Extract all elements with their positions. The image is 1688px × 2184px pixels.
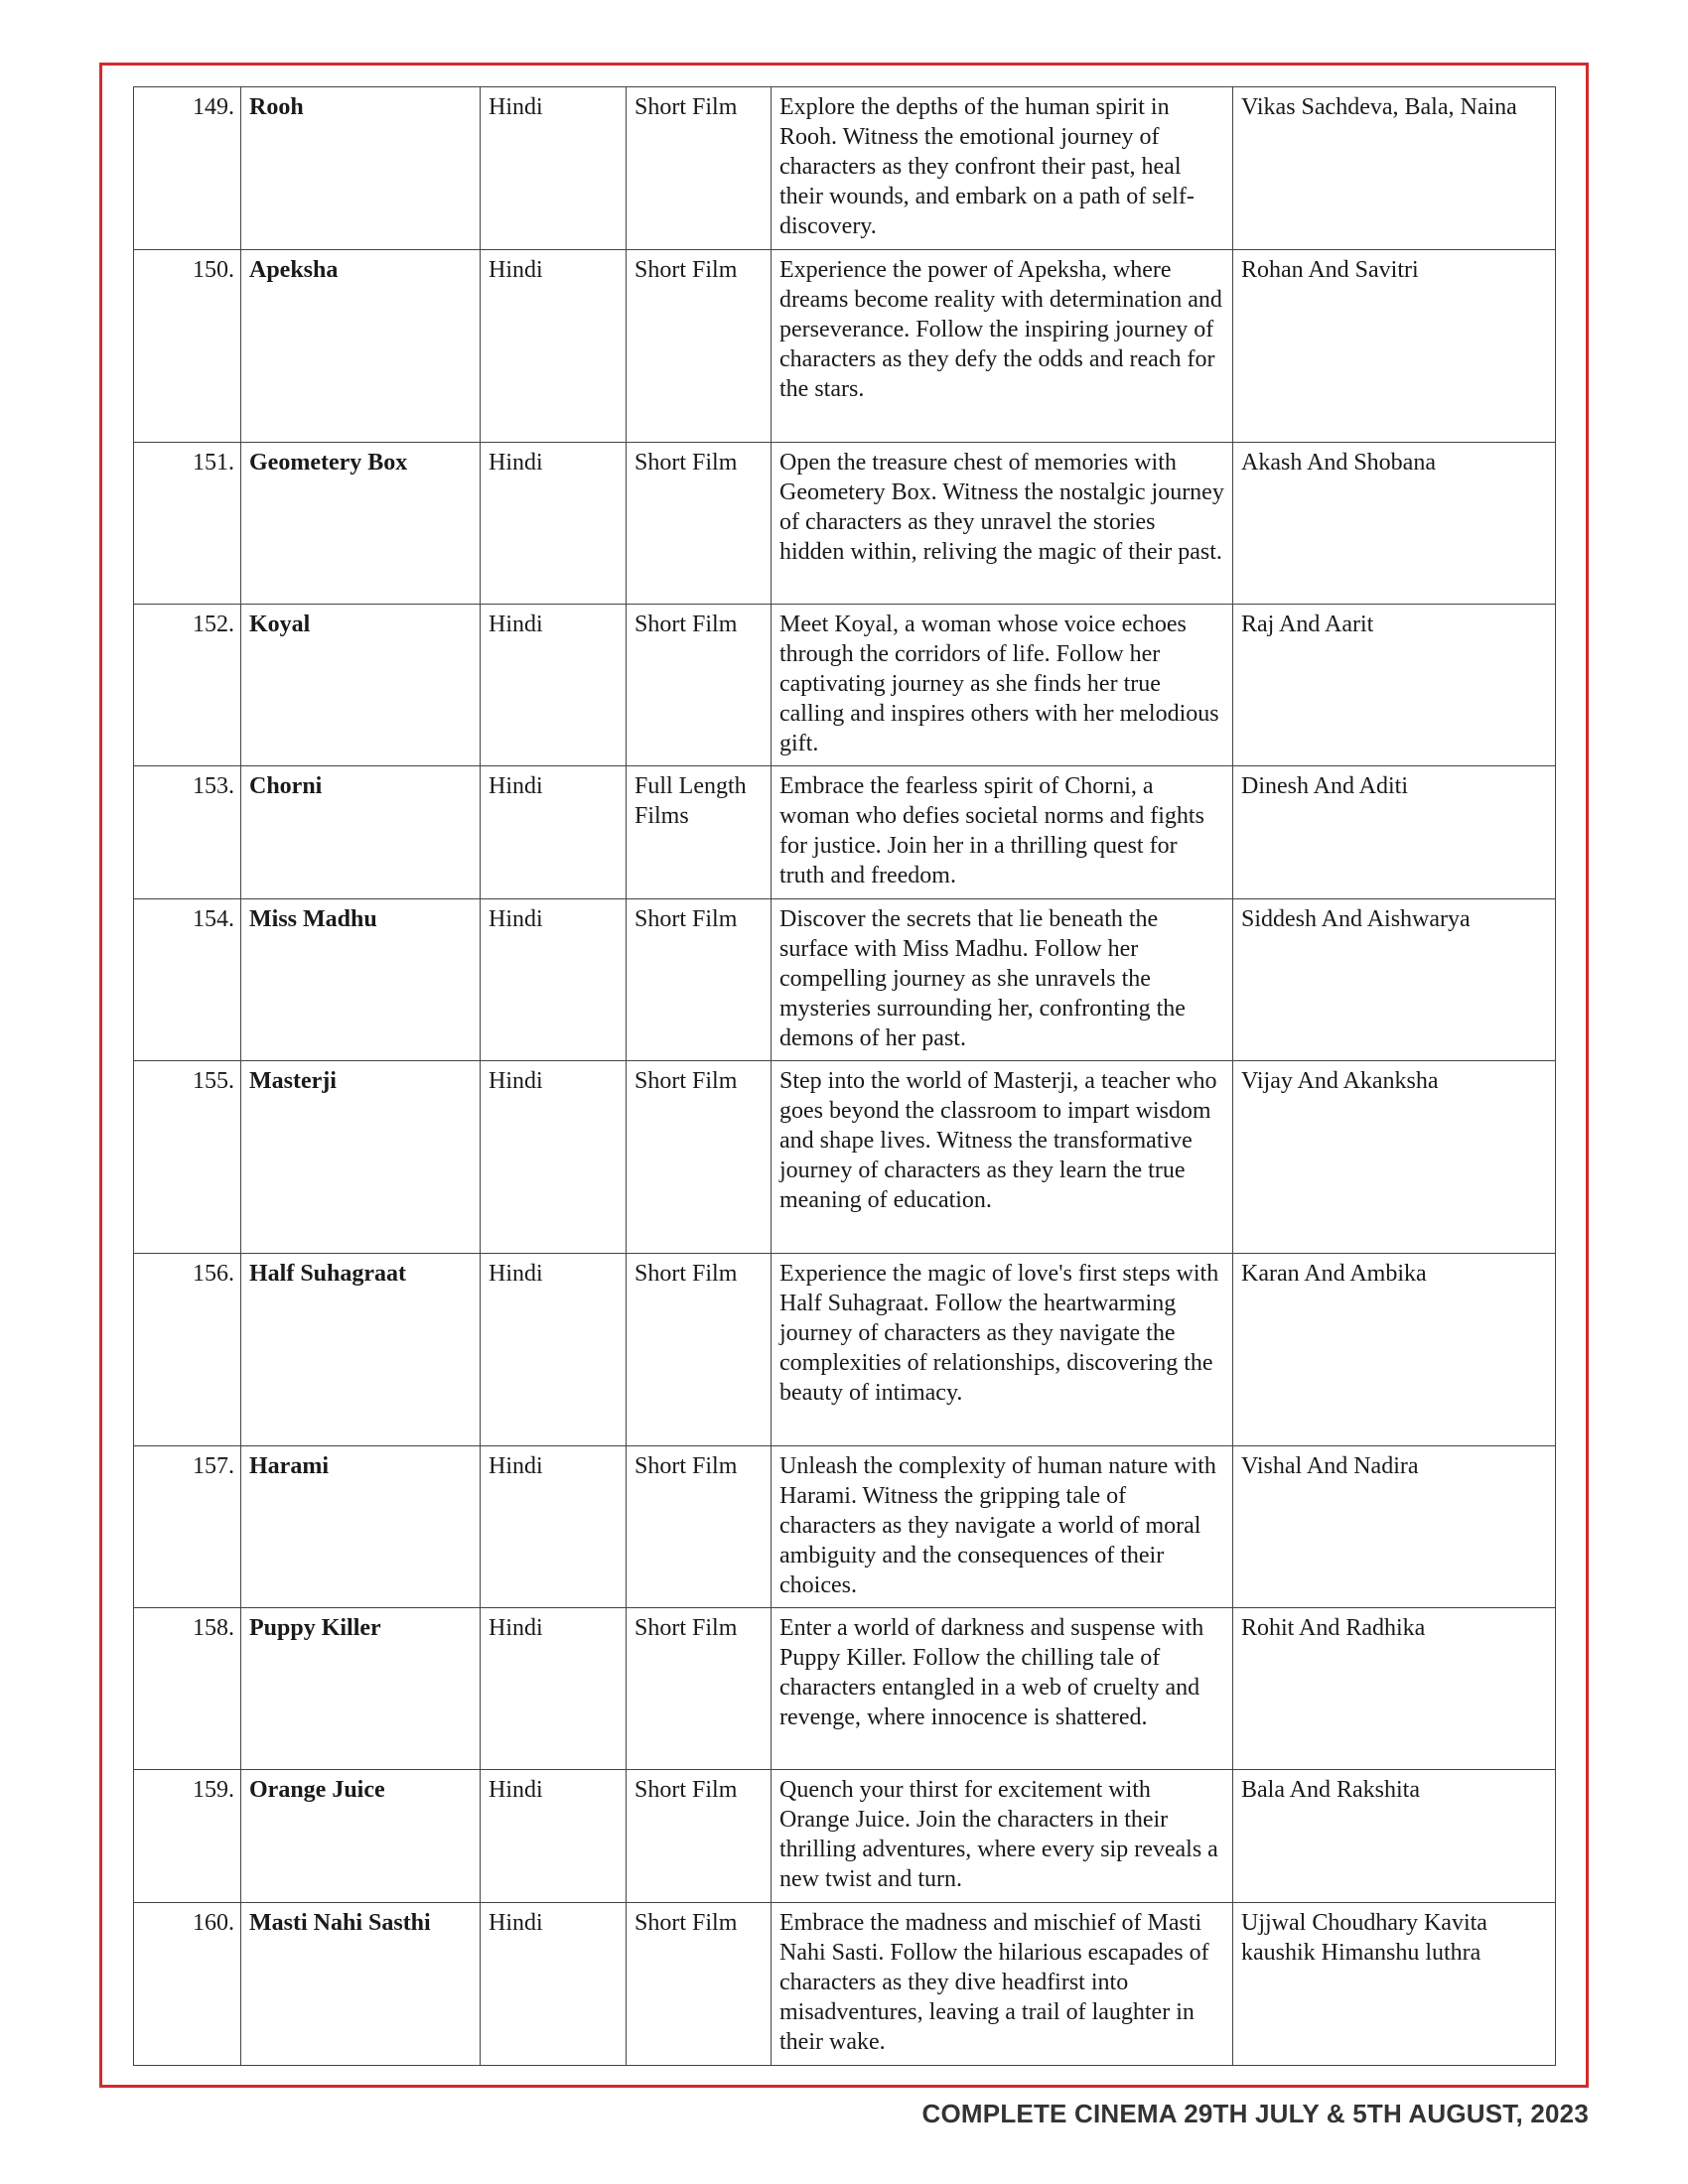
film-title: Orange Juice bbox=[241, 1770, 481, 1903]
film-description: Open the treasure chest of memories with Geometery Box. Witness the nostalgic journey of characters as they unravel the stories hidden within, reliving the magic of their past. bbox=[772, 443, 1233, 605]
film-format: Short Film bbox=[627, 1770, 772, 1903]
table-row bbox=[134, 1446, 1556, 1608]
row-number: 151. bbox=[134, 443, 241, 605]
film-cast: Karan And Ambika bbox=[1233, 1254, 1556, 1446]
film-format: Short Film bbox=[627, 443, 772, 605]
table-row bbox=[134, 443, 1556, 605]
film-language: Hindi bbox=[481, 250, 627, 443]
film-cast: Vijay And Akanksha bbox=[1233, 1061, 1556, 1254]
film-language: Hindi bbox=[481, 1254, 627, 1446]
table-row bbox=[134, 1061, 1556, 1254]
film-description: Experience the magic of love's first steps with Half Suhagraat. Follow the heartwarming journey of characters as they navigate the complexities of relationships, discovering the beauty of intimacy. bbox=[772, 1254, 1233, 1446]
row-number: 158. bbox=[134, 1608, 241, 1770]
footer-issue-text: COMPLETE CINEMA 29TH JULY & 5TH AUGUST, 2023 bbox=[921, 2099, 1589, 2128]
film-language: Hindi bbox=[481, 443, 627, 605]
table-row bbox=[134, 87, 1556, 250]
film-title: Masti Nahi Sasthi bbox=[241, 1903, 481, 2066]
row-number: 153. bbox=[134, 766, 241, 899]
table-row bbox=[134, 899, 1556, 1061]
film-language: Hindi bbox=[481, 1903, 627, 2066]
film-title: Puppy Killer bbox=[241, 1608, 481, 1770]
row-number: 155. bbox=[134, 1061, 241, 1254]
film-language: Hindi bbox=[481, 87, 627, 250]
film-language: Hindi bbox=[481, 766, 627, 899]
film-language: Hindi bbox=[481, 899, 627, 1061]
table-row bbox=[134, 1608, 1556, 1770]
film-cast: Siddesh And Aishwarya bbox=[1233, 899, 1556, 1061]
row-number: 160. bbox=[134, 1903, 241, 2066]
film-format: Full Length Films bbox=[627, 766, 772, 899]
film-description: Discover the secrets that lie beneath the surface with Miss Madhu. Follow her compelling journey as she unravels the mysteries surrounding her, confronting the demons of her past. bbox=[772, 899, 1233, 1061]
film-language: Hindi bbox=[481, 605, 627, 766]
film-title: Miss Madhu bbox=[241, 899, 481, 1061]
row-number: 150. bbox=[134, 250, 241, 443]
table-row bbox=[134, 250, 1556, 443]
film-format: Short Film bbox=[627, 87, 772, 250]
film-language: Hindi bbox=[481, 1608, 627, 1770]
film-description: Step into the world of Masterji, a teacher who goes beyond the classroom to impart wisdom and shape lives. Witness the transformative journey of characters as they learn the true meaning of education. bbox=[772, 1061, 1233, 1254]
film-description: Experience the power of Apeksha, where dreams become reality with determination and perseverance. Follow the inspiring journey of characters as they defy the odds and reach for the stars. bbox=[772, 250, 1233, 443]
film-description: Explore the depths of the human spirit in Rooh. Witness the emotional journey of characters as they confront their past, heal their wounds, and embark on a path of self-discovery. bbox=[772, 87, 1233, 250]
table-row bbox=[134, 1903, 1556, 2066]
film-cast: Bala And Rakshita bbox=[1233, 1770, 1556, 1903]
film-title: Half Suhagraat bbox=[241, 1254, 481, 1446]
film-format: Short Film bbox=[627, 605, 772, 766]
film-format: Short Film bbox=[627, 1608, 772, 1770]
film-title: Apeksha bbox=[241, 250, 481, 443]
film-description: Quench your thirst for excitement with Orange Juice. Join the characters in their thrilling adventures, where every sip reveals a new twist and turn. bbox=[772, 1770, 1233, 1903]
film-cast: Dinesh And Aditi bbox=[1233, 766, 1556, 899]
film-description: Embrace the fearless spirit of Chorni, a woman who defies societal norms and fights for justice. Join her in a thrilling quest for truth and freedom. bbox=[772, 766, 1233, 899]
film-language: Hindi bbox=[481, 1446, 627, 1608]
row-number: 152. bbox=[134, 605, 241, 766]
film-language: Hindi bbox=[481, 1770, 627, 1903]
film-title: Harami bbox=[241, 1446, 481, 1608]
film-description: Embrace the madness and mischief of Masti Nahi Sasti. Follow the hilarious escapades of characters as they dive headfirst into misadventures, leaving a trail of laughter in their wake. bbox=[772, 1903, 1233, 2066]
film-format: Short Film bbox=[627, 1061, 772, 1254]
table-row bbox=[134, 766, 1556, 899]
film-title: Rooh bbox=[241, 87, 481, 250]
film-listing-table bbox=[133, 86, 1556, 2066]
table-row bbox=[134, 1770, 1556, 1903]
row-number: 154. bbox=[134, 899, 241, 1061]
film-cast: Akash And Shobana bbox=[1233, 443, 1556, 605]
film-description: Enter a world of darkness and suspense with Puppy Killer. Follow the chilling tale of characters entangled in a web of cruelty and revenge, where innocence is shattered. bbox=[772, 1608, 1233, 1770]
film-format: Short Film bbox=[627, 1903, 772, 2066]
row-number: 156. bbox=[134, 1254, 241, 1446]
film-title: Chorni bbox=[241, 766, 481, 899]
row-number: 157. bbox=[134, 1446, 241, 1608]
film-cast: Rohit And Radhika bbox=[1233, 1608, 1556, 1770]
film-cast: Rohan And Savitri bbox=[1233, 250, 1556, 443]
film-title: Masterji bbox=[241, 1061, 481, 1254]
row-number: 159. bbox=[134, 1770, 241, 1903]
film-title: Koyal bbox=[241, 605, 481, 766]
film-format: Short Film bbox=[627, 250, 772, 443]
table-row bbox=[134, 605, 1556, 766]
film-format: Short Film bbox=[627, 1446, 772, 1608]
table-row bbox=[134, 1254, 1556, 1446]
film-description: Meet Koyal, a woman whose voice echoes through the corridors of life. Follow her captivating journey as she finds her true calling and inspires others with her melodious gift. bbox=[772, 605, 1233, 766]
film-cast: Ujjwal Choudhary Kavita kaushik Himanshu luthra bbox=[1233, 1903, 1556, 2066]
film-format: Short Film bbox=[627, 1254, 772, 1446]
film-language: Hindi bbox=[481, 1061, 627, 1254]
film-cast: Raj And Aarit bbox=[1233, 605, 1556, 766]
film-cast: Vikas Sachdeva, Bala, Naina bbox=[1233, 87, 1556, 250]
film-cast: Vishal And Nadira bbox=[1233, 1446, 1556, 1608]
row-number: 149. bbox=[134, 87, 241, 250]
film-format: Short Film bbox=[627, 899, 772, 1061]
film-title: Geometery Box bbox=[241, 443, 481, 605]
film-description: Unleash the complexity of human nature with Harami. Witness the gripping tale of characters as they navigate a world of moral ambiguity and the consequences of their choices. bbox=[772, 1446, 1233, 1608]
